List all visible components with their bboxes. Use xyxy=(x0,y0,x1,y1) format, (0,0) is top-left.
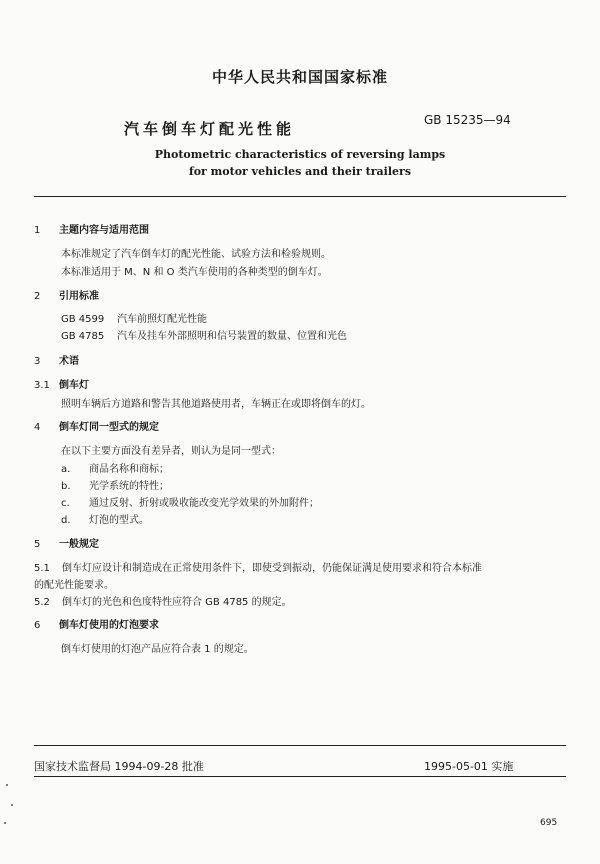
national-standard-header: 中华人民共和国国家标准 xyxy=(211,68,388,86)
section-1-paragraph-2: 本标准适用于 M、N 和 O 类汽车使用的各种类型的倒车灯。 xyxy=(61,267,328,278)
section-text: 倒车灯应设计和制造成在正常使用条件下，即使受到振动，仍能保证满足使用要求和符合本标准 xyxy=(62,563,482,574)
list-text: 通过反射、折射或吸收能改变光学效果的外加附件； xyxy=(89,498,319,509)
section-title: 倒车灯同一型式的规定 xyxy=(59,422,159,433)
section-title: 主题内容与适用范围 xyxy=(59,225,149,236)
list-marker: d. xyxy=(61,515,71,526)
section-number: 5.1 xyxy=(34,563,50,574)
section-5-1-line-2: 的配光性能要求。 xyxy=(34,580,114,591)
list-item xyxy=(61,511,149,526)
footer-divider xyxy=(34,745,566,746)
section-5-heading xyxy=(34,535,99,550)
section-4-intro: 在以下主要方面没有差异者，则认为是同一型式： xyxy=(61,446,281,457)
list-marker: b. xyxy=(61,481,71,492)
section-3-1-heading xyxy=(34,376,89,391)
document-title-en-line1: Photometric characteristics of reversing lamps xyxy=(154,148,446,161)
reference-item xyxy=(61,310,207,325)
section-number: 3 xyxy=(34,356,41,367)
standard-code: GB 15235—94 xyxy=(424,113,511,127)
section-title: 术语 xyxy=(59,356,79,367)
section-1-heading xyxy=(34,221,149,236)
section-5-1-line-1 xyxy=(34,559,482,574)
list-item xyxy=(61,494,319,509)
list-item xyxy=(61,460,169,475)
reference-code: GB 4785 xyxy=(61,331,105,342)
scan-speck xyxy=(6,784,8,786)
section-title: 一般规定 xyxy=(59,539,99,550)
reference-code: GB 4599 xyxy=(61,314,105,325)
document-title-en-line2: for motor vehicles and their trailers xyxy=(188,165,412,178)
section-number: 5 xyxy=(34,539,41,550)
document-title-cn: 汽车倒车灯配光性能 xyxy=(124,120,296,138)
section-number: 4 xyxy=(34,422,41,433)
reference-item xyxy=(61,327,347,342)
section-title: 倒车灯 xyxy=(59,380,89,391)
section-3-heading xyxy=(34,352,79,367)
page-number: 695 xyxy=(540,818,558,828)
approval-date: 国家技术监督局 1994-09-28 批准 xyxy=(34,760,204,773)
section-title: 倒车灯使用的灯泡要求 xyxy=(59,620,159,631)
section-6-paragraph: 倒车灯使用的灯泡产品应符合表 1 的规定。 xyxy=(61,644,254,655)
section-number: 6 xyxy=(34,620,41,631)
section-title: 引用标准 xyxy=(59,291,99,302)
section-4-heading xyxy=(34,418,159,433)
scan-speck xyxy=(11,804,13,806)
list-marker: a. xyxy=(61,464,71,475)
list-text: 商品名称和商标； xyxy=(89,464,169,475)
reference-title: 汽车前照灯配光性能 xyxy=(117,314,207,325)
list-text: 光学系统的特性； xyxy=(89,481,169,492)
section-number: 5.2 xyxy=(34,597,50,608)
footer-bottom-divider xyxy=(34,776,566,777)
list-text: 灯泡的型式。 xyxy=(89,515,149,526)
header-divider xyxy=(34,196,566,197)
scan-speck xyxy=(4,822,6,824)
section-1-paragraph-1: 本标准规定了汽车倒车灯的配光性能、试验方法和检验规则。 xyxy=(61,249,331,260)
section-5-2 xyxy=(34,593,292,608)
section-number: 3.1 xyxy=(34,380,50,391)
section-3-1-paragraph: 照明车辆后方道路和警告其他道路使用者，车辆正在或即将倒车的灯。 xyxy=(61,399,371,410)
section-2-heading xyxy=(34,287,99,302)
list-marker: c. xyxy=(61,498,70,509)
list-item xyxy=(61,477,169,492)
section-text: 倒车灯的光色和色度特性应符合 GB 4785 的规定。 xyxy=(62,597,292,608)
reference-title: 汽车及挂车外部照明和信号装置的数量、位置和光色 xyxy=(117,331,347,342)
section-number: 1 xyxy=(34,225,41,236)
section-6-heading xyxy=(34,616,159,631)
section-number: 2 xyxy=(34,291,41,302)
effective-date: 1995-05-01 实施 xyxy=(424,760,514,773)
